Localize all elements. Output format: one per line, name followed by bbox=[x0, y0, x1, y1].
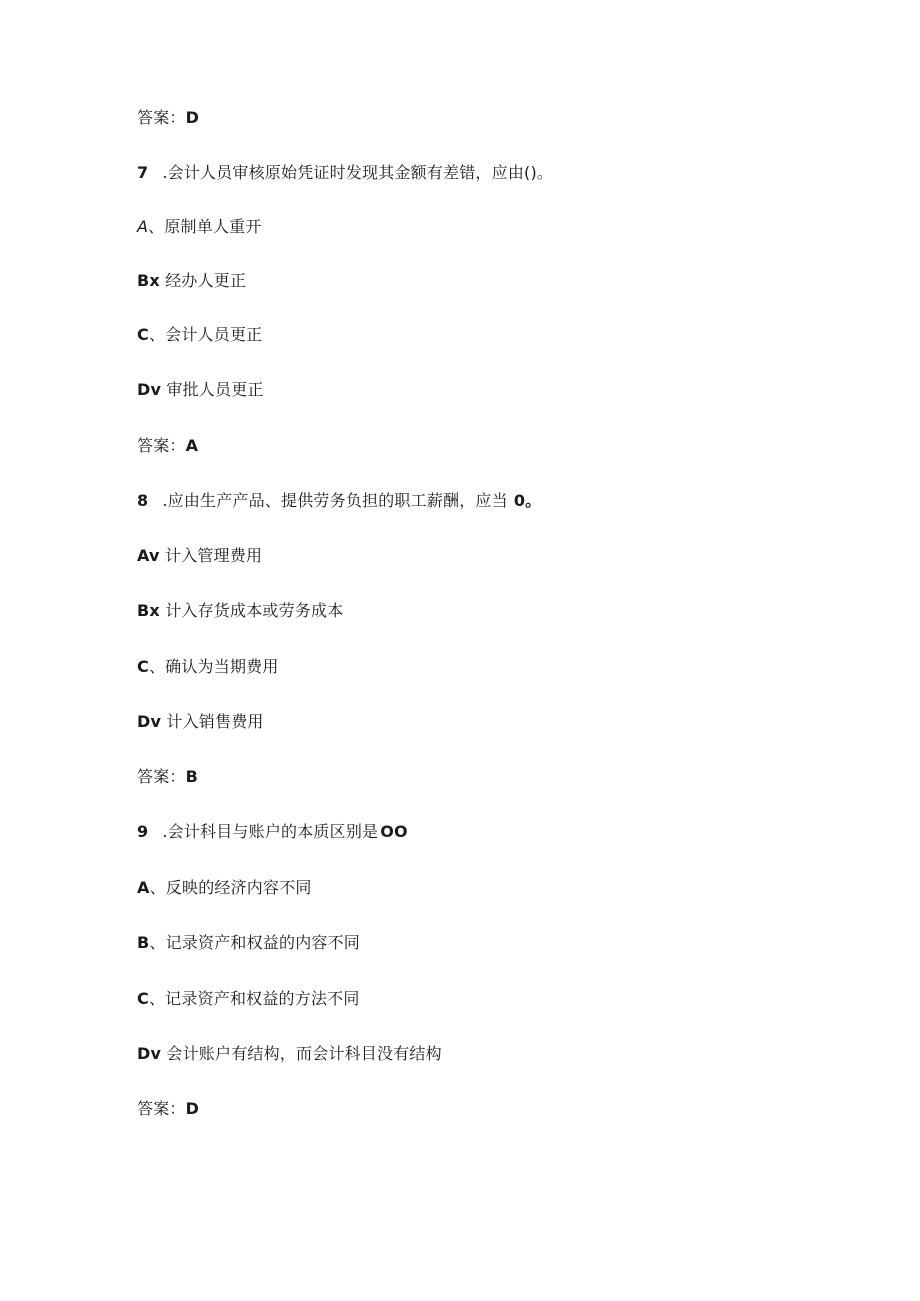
question-tail: OO bbox=[380, 822, 408, 841]
option-letter: C bbox=[137, 657, 149, 676]
option-text: 、反映的经济内容不同 bbox=[149, 878, 312, 897]
question-number: 7 bbox=[137, 163, 149, 182]
option-a bbox=[137, 217, 262, 237]
option-letter: A bbox=[137, 217, 149, 236]
option-text: 会计账户有结构，而会计科目没有结构 bbox=[161, 1044, 442, 1063]
answer-line bbox=[137, 436, 198, 456]
answer-label: 答案： bbox=[137, 436, 186, 455]
option-letter: A bbox=[137, 878, 150, 897]
option-letter: Dv bbox=[137, 380, 162, 399]
answer-value: B bbox=[185, 767, 199, 786]
option-text: 经办人更正 bbox=[159, 271, 247, 290]
option-letter: Dv bbox=[137, 712, 162, 731]
question-text: .应由生产产品、提供劳务负担的职工薪酬，应当 bbox=[162, 491, 508, 510]
option-text: 、会计人员更正 bbox=[148, 325, 263, 344]
option-c bbox=[137, 325, 262, 345]
answer-label: 答案： bbox=[137, 108, 186, 127]
answer-value: D bbox=[185, 1099, 200, 1118]
answer-line bbox=[137, 767, 198, 787]
question-8 bbox=[137, 491, 541, 511]
option-text: 计入销售费用 bbox=[161, 712, 264, 731]
option-d bbox=[137, 712, 264, 732]
answer-label: 答案： bbox=[137, 767, 186, 786]
option-c bbox=[137, 989, 360, 1009]
option-c bbox=[137, 657, 279, 677]
option-text: 审批人员更正 bbox=[161, 380, 264, 399]
answer-label: 答案： bbox=[137, 1099, 186, 1118]
answer-line bbox=[137, 1099, 199, 1119]
option-letter: Bx bbox=[137, 601, 160, 620]
option-text: 、记录资产和权益的方法不同 bbox=[148, 989, 360, 1008]
question-number: 8 bbox=[137, 491, 149, 510]
question-9 bbox=[137, 822, 408, 842]
option-text: 、原制单人重开 bbox=[148, 217, 262, 236]
option-b bbox=[137, 601, 343, 621]
answer-value: A bbox=[185, 436, 199, 455]
answer-value: D bbox=[185, 108, 200, 127]
option-text: 计入管理费用 bbox=[159, 546, 263, 565]
option-a bbox=[137, 878, 312, 898]
question-tail: 0。 bbox=[513, 491, 542, 510]
question-text: .会计人员审核原始凭证时发现其金额有差错，应由()。 bbox=[162, 163, 554, 182]
option-letter: Dv bbox=[137, 1044, 162, 1063]
option-letter: C bbox=[137, 325, 149, 344]
option-text: 、确认为当期费用 bbox=[148, 657, 279, 676]
option-letter: B bbox=[137, 933, 150, 952]
option-d bbox=[137, 1044, 442, 1064]
option-letter: Bx bbox=[137, 271, 160, 290]
option-text: 计入存货成本或劳务成本 bbox=[159, 601, 344, 620]
answer-line bbox=[137, 108, 199, 128]
question-text: .会计科目与账户的本质区别是 bbox=[162, 822, 379, 841]
option-text: 、记录资产和权益的内容不同 bbox=[149, 933, 361, 952]
option-b bbox=[137, 271, 246, 291]
option-d bbox=[137, 380, 264, 400]
option-b bbox=[137, 933, 360, 953]
question-7 bbox=[137, 163, 553, 183]
option-a bbox=[137, 546, 262, 566]
question-number: 9 bbox=[137, 822, 149, 841]
option-letter: C bbox=[137, 989, 149, 1008]
option-letter: Av bbox=[137, 546, 160, 565]
